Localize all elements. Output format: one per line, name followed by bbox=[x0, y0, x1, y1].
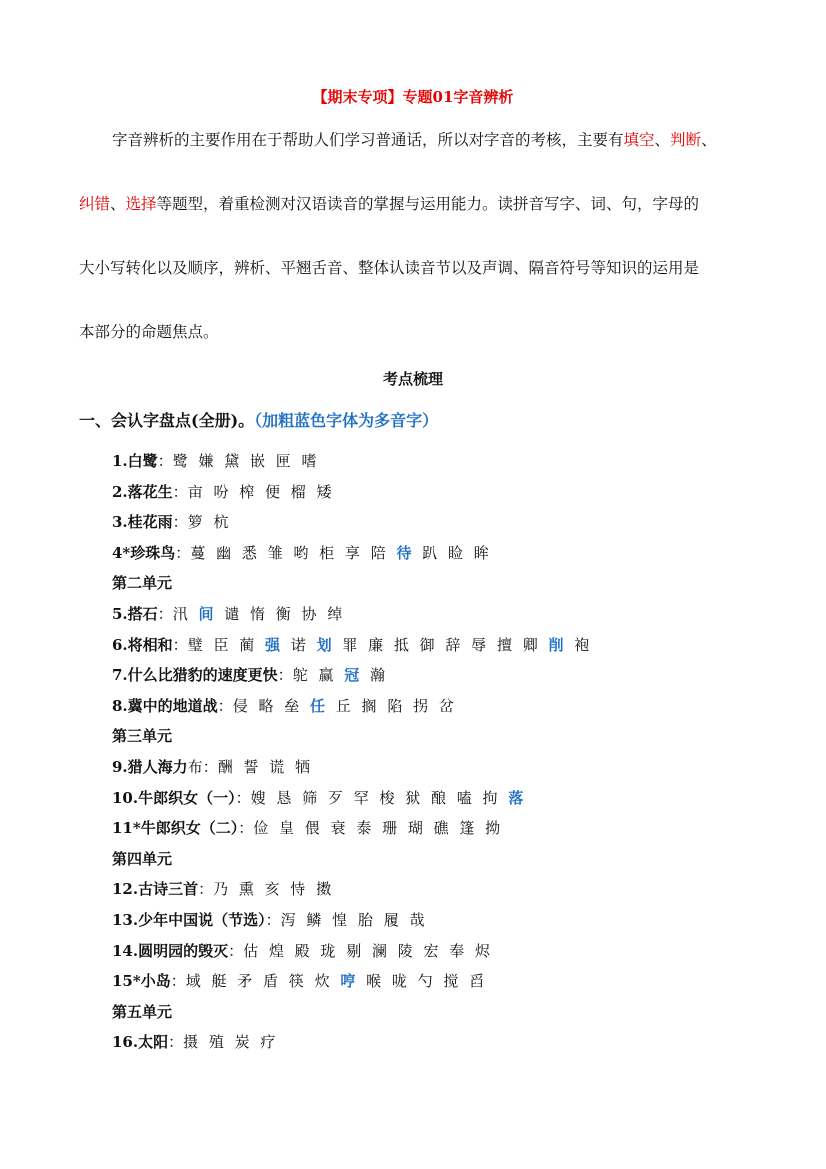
characters: 俭 皇 偎 衰 泰 珊 瑚 礁 篷 拗 bbox=[253, 819, 504, 838]
unit-heading bbox=[112, 1001, 172, 1022]
characters: 璧 臣 蔺 bbox=[187, 635, 265, 654]
character-group bbox=[186, 972, 487, 990]
intro-text: 等题型，着重检测对汉语读音的掌握与运用能力。读拼音写字、词、句，字母的 bbox=[156, 195, 700, 213]
separator: ： bbox=[175, 543, 191, 562]
intro-line-4: 本部分的命题焦点。 bbox=[79, 323, 219, 341]
character-group bbox=[281, 911, 428, 929]
lesson-title: 11*牛郎织女（二） bbox=[112, 819, 239, 838]
polyphonic-character: 间 bbox=[198, 605, 217, 623]
intro-text: 、 bbox=[701, 131, 717, 149]
lesson-title: 2.落花生 bbox=[112, 482, 173, 501]
polyphonic-character: 划 bbox=[316, 635, 335, 654]
separator: ： bbox=[228, 941, 244, 960]
separator: ： bbox=[168, 1033, 184, 1052]
separator: ： bbox=[157, 452, 173, 470]
characters: 喉 咙 勺 搅 舀 bbox=[358, 972, 488, 991]
highlight-choose: 选择 bbox=[125, 195, 157, 213]
separator: ： bbox=[265, 911, 281, 929]
lesson-title: 4*珍珠鸟 bbox=[112, 543, 176, 562]
lesson-title: 14.圆明园的毁灭 bbox=[112, 941, 229, 960]
lesson-title: 15*小岛 bbox=[112, 972, 171, 991]
lesson-title: 7.什么比猎豹的速度更快 bbox=[112, 666, 278, 685]
characters: 鹭 嫌 黛 嵌 匣 嗜 bbox=[172, 452, 320, 470]
unit-heading-text: 第五单元 bbox=[112, 1002, 173, 1021]
lesson-row bbox=[112, 664, 388, 685]
character-group bbox=[243, 942, 493, 960]
lesson-row bbox=[112, 481, 335, 502]
heading-text: 一、会认字盘点(全册)。 bbox=[79, 411, 255, 430]
characters: 鸵 赢 bbox=[292, 666, 345, 685]
unit-heading-text: 第四单元 bbox=[112, 849, 173, 868]
lesson-row bbox=[112, 787, 526, 808]
character-group bbox=[183, 1033, 278, 1051]
characters: 诺 bbox=[283, 635, 317, 654]
lesson-row bbox=[112, 878, 334, 899]
character-group bbox=[188, 483, 335, 501]
character-group bbox=[293, 666, 388, 684]
lesson-title-suffix: 布 bbox=[187, 758, 203, 776]
separator: ： bbox=[277, 666, 293, 685]
lesson-title: 16.太阳 bbox=[112, 1033, 169, 1052]
separator: ： bbox=[172, 635, 188, 654]
lesson-title: 8.冀中的地道战 bbox=[112, 696, 218, 715]
lesson-row bbox=[112, 756, 313, 777]
separator: ： bbox=[172, 513, 188, 532]
character-group bbox=[173, 452, 320, 470]
separator: ： bbox=[157, 605, 173, 623]
lesson-title: 12.古诗三首 bbox=[112, 880, 199, 899]
lesson-title: 3.桂花雨 bbox=[112, 513, 173, 532]
section-title: 考点梳理 bbox=[382, 370, 443, 388]
lesson-title: 9.猎人海力 bbox=[112, 758, 188, 776]
separator: ： bbox=[202, 758, 218, 776]
lesson-title: 5.搭石 bbox=[112, 605, 158, 623]
characters: 袍 bbox=[566, 635, 593, 654]
lesson-row bbox=[112, 1031, 278, 1052]
character-group bbox=[213, 880, 334, 898]
characters: 域 艇 矛 盾 筷 炊 bbox=[185, 972, 341, 991]
intro-text: 、 bbox=[110, 195, 126, 213]
characters: 侵 略 垒 bbox=[232, 696, 310, 715]
document-title: 【期末专项】专题01字音辨析 bbox=[312, 88, 514, 106]
characters: 箩 杭 bbox=[187, 513, 232, 532]
separator: ： bbox=[170, 972, 186, 991]
separator: ： bbox=[198, 880, 214, 899]
polyphonic-character: 待 bbox=[396, 543, 415, 562]
lesson-row bbox=[112, 970, 487, 991]
polyphonic-character: 哼 bbox=[340, 972, 359, 991]
lesson-row bbox=[112, 940, 493, 961]
polyphonic-character: 强 bbox=[265, 635, 284, 654]
intro-line-1 bbox=[112, 128, 717, 150]
heading-note: （加粗蓝色字体为多音字） bbox=[254, 411, 439, 430]
character-group bbox=[173, 605, 346, 623]
characters: 丘 搁 陷 拐 岔 bbox=[328, 696, 457, 715]
characters: 泻 鳞 惶 胎 履 哉 bbox=[280, 911, 428, 929]
characters: 嫂 恳 筛 歹 罕 梭 狱 酿 嗑 拘 bbox=[250, 788, 509, 807]
separator: ： bbox=[217, 696, 233, 715]
characters: 蔓 幽 悉 雏 哟 柜 享 陪 bbox=[190, 543, 397, 562]
characters: 酬 誓 谎 牺 bbox=[217, 758, 314, 776]
highlight-fill-blank: 填空 bbox=[623, 131, 655, 149]
characters: 趴 睑 眸 bbox=[414, 543, 492, 562]
character-group bbox=[218, 758, 313, 776]
character-group bbox=[253, 819, 503, 837]
lesson-title: 6.将相和 bbox=[112, 635, 173, 654]
polyphonic-character: 落 bbox=[508, 788, 527, 807]
unit-heading bbox=[112, 725, 172, 746]
unit-heading-text: 第三单元 bbox=[112, 727, 173, 746]
polyphonic-character: 削 bbox=[548, 635, 567, 654]
polyphonic-character: 任 bbox=[310, 696, 329, 715]
lesson-title: 13.少年中国说（节选） bbox=[112, 911, 266, 929]
unit-heading bbox=[112, 848, 172, 869]
unit-heading-text: 第二单元 bbox=[112, 574, 173, 593]
intro-text: 字音辨析的主要作用在于帮助人们学习普通话，所以对字音的考核，主要有 bbox=[112, 131, 624, 149]
characters: 汛 bbox=[172, 605, 199, 623]
character-group bbox=[188, 513, 232, 531]
character-group bbox=[188, 636, 593, 654]
characters: 估 煌 殿 珑 剔 澜 陵 宏 奉 烬 bbox=[243, 941, 494, 960]
characters: 罪 廉 抵 御 辞 辱 擅 卿 bbox=[334, 635, 549, 654]
highlight-correct: 纠错 bbox=[79, 195, 111, 213]
heading-level-1 bbox=[79, 408, 438, 431]
lesson-row bbox=[112, 634, 592, 655]
lesson-row bbox=[112, 542, 492, 563]
lesson-row bbox=[112, 695, 457, 716]
lesson-row bbox=[112, 909, 427, 930]
polyphonic-character: 冠 bbox=[344, 666, 363, 685]
lesson-title: 10.牛郎织女（一） bbox=[112, 788, 236, 807]
lesson-row bbox=[112, 603, 345, 624]
character-group bbox=[251, 789, 527, 807]
characters: 谴 惰 衡 协 绰 bbox=[216, 605, 346, 623]
character-group bbox=[190, 544, 491, 562]
characters: 乃 熏 亥 恃 擞 bbox=[213, 880, 335, 899]
highlight-judge: 判断 bbox=[670, 131, 702, 149]
intro-line-3: 大小写转化以及顺序，辨析、平翘舌音、整体认读音节以及声调、隔音符号等知识的运用是 bbox=[79, 259, 700, 277]
lesson-row bbox=[112, 511, 231, 532]
lesson-row bbox=[112, 450, 320, 471]
separator: ： bbox=[235, 788, 251, 807]
lesson-row bbox=[112, 817, 503, 838]
characters: 亩 吩 榨 便 榴 矮 bbox=[187, 482, 335, 501]
lesson-title: 1.白鹭 bbox=[112, 452, 158, 470]
separator: ： bbox=[238, 819, 254, 838]
characters: 瀚 bbox=[362, 666, 389, 685]
character-group bbox=[233, 697, 457, 715]
unit-heading bbox=[112, 572, 172, 593]
intro-text: 、 bbox=[654, 131, 671, 149]
separator: ： bbox=[172, 482, 188, 501]
intro-line-2 bbox=[79, 192, 699, 214]
characters: 摄 殖 炭 疗 bbox=[183, 1033, 279, 1052]
